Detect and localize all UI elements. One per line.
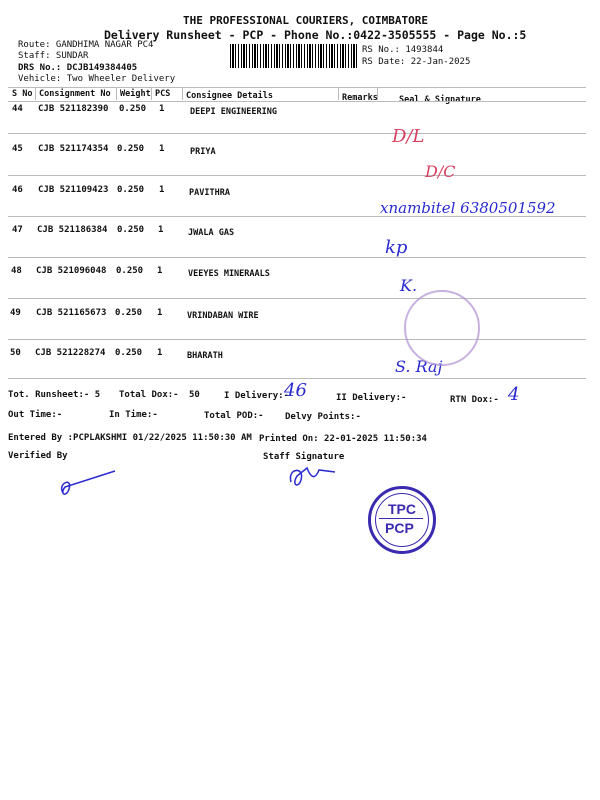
row-pcs: 1	[158, 225, 164, 235]
col-sno: S No	[12, 89, 33, 99]
company-stamp	[368, 486, 436, 554]
row-consignee: VEEYES MINERAALS	[188, 269, 270, 279]
row-weight: 0.250	[117, 144, 145, 154]
row-consignment: CJB 521165673	[36, 308, 107, 318]
col-seal: Seal & Signature	[399, 95, 481, 105]
handwritten-signature-48: K.	[400, 276, 418, 295]
ii-delivery-label: II Delivery:-	[336, 393, 407, 403]
row-sno: 44	[12, 104, 23, 114]
verifier-signature	[55, 465, 125, 505]
col-divider	[116, 88, 117, 100]
vehicle-label: Vehicle: Two Wheeler Delivery	[18, 74, 176, 84]
faint-stamp	[404, 290, 480, 366]
runsheet-subtitle: Delivery Runsheet - PCP - Phone No.:0422-3505555 - Page No.:5	[104, 28, 527, 42]
row-sno: 49	[10, 308, 21, 318]
col-weight: Weight	[120, 89, 151, 99]
table-header-rule	[8, 101, 586, 102]
row-sno: 50	[10, 348, 21, 358]
rtn-dox-value: 4	[508, 384, 520, 405]
tot-runsheet: Tot. Runsheet:- 5	[8, 390, 101, 400]
handwritten-phone: xnambitel 6380501592	[380, 199, 556, 217]
row-consignment: CJB 521096048	[36, 266, 107, 276]
verified-by: Verified By	[8, 451, 68, 461]
col-divider	[182, 88, 183, 100]
in-time: In Time:-	[109, 410, 158, 420]
i-delivery-label: I Delivery:-	[224, 391, 290, 401]
row-pcs: 1	[157, 348, 163, 358]
i-delivery-value: 46	[284, 380, 307, 401]
stamp-divider	[379, 518, 423, 519]
col-consignee: Consignee Details	[186, 91, 273, 101]
total-dox-value: 50	[189, 390, 200, 400]
row-sno: 48	[11, 266, 22, 276]
delvy-points: Delvy Points:-	[285, 412, 361, 422]
row-rule	[8, 339, 586, 340]
row-weight: 0.250	[115, 348, 143, 358]
entered-by: Entered By :PCPLAKSHMI 01/22/2025 11:50:30 AM	[8, 433, 252, 443]
table-bottom-rule	[8, 378, 586, 379]
col-remarks: Remarks	[342, 93, 378, 103]
row-weight: 0.250	[116, 266, 144, 276]
col-divider	[35, 88, 36, 100]
row-sno: 46	[12, 185, 23, 195]
row-consignment: CJB 521186384	[37, 225, 108, 235]
stamp-line1: TPC	[388, 501, 416, 517]
rs-number: RS No.: 1493844	[362, 45, 444, 55]
row-consignment: CJB 521228274	[35, 348, 106, 358]
row-pcs: 1	[157, 266, 163, 276]
row-pcs: 1	[159, 104, 165, 114]
row-pcs: 1	[159, 144, 165, 154]
staff-signature-label: Staff Signature	[263, 452, 345, 462]
rtn-dox-label: RTN Dox:-	[450, 395, 499, 405]
row-rule	[8, 298, 586, 299]
drs-number: DRS No.: DCJB149384405	[18, 63, 138, 73]
row-weight: 0.250	[119, 104, 147, 114]
total-pod: Total POD:-	[204, 411, 264, 421]
staff-signature	[285, 458, 345, 493]
row-pcs: 1	[159, 185, 165, 195]
col-pcs: PCS	[155, 89, 171, 99]
row-consignment: CJB 521174354	[38, 144, 109, 154]
table-top-rule	[8, 87, 586, 88]
barcode	[230, 44, 358, 68]
row-weight: 0.250	[115, 308, 143, 318]
row-consignment: CJB 521182390	[38, 104, 109, 114]
row-weight: 0.250	[117, 185, 145, 195]
handwritten-dl: D/L	[392, 126, 425, 147]
total-dox-label: Total Dox:-	[119, 390, 179, 400]
stamp-line2: PCP	[385, 520, 414, 536]
handwritten-signature-50: S. Raj	[395, 357, 443, 376]
col-divider	[338, 88, 339, 100]
printed-on: Printed On: 22-01-2025 11:50:34	[259, 434, 427, 444]
col-divider	[377, 88, 378, 100]
out-time: Out Time:-	[8, 410, 63, 420]
row-consignee: PAVITHRA	[189, 188, 230, 198]
handwritten-dc: D/C	[425, 162, 456, 181]
row-rule	[8, 133, 586, 134]
row-consignment: CJB 521109423	[38, 185, 109, 195]
row-sno: 47	[12, 225, 23, 235]
row-consignee: DEEPI ENGINEERING	[190, 107, 277, 117]
row-consignee: BHARATH	[187, 351, 223, 361]
row-weight: 0.250	[117, 225, 145, 235]
row-consignee: PRIYA	[190, 147, 216, 157]
row-sno: 45	[12, 144, 23, 154]
row-pcs: 1	[157, 308, 163, 318]
company-name: THE PROFESSIONAL COURIERS, COIMBATORE	[183, 14, 429, 27]
row-consignee: JWALA GAS	[188, 228, 235, 238]
col-consignment: Consignment No	[39, 89, 111, 99]
col-divider	[151, 88, 152, 100]
row-rule	[8, 257, 586, 258]
row-consignee: VRINDABAN WIRE	[187, 311, 259, 321]
handwritten-signature-47: kp	[385, 237, 408, 258]
staff-label: Staff: SUNDAR	[18, 51, 89, 61]
rs-date: RS Date: 22-Jan-2025	[362, 57, 471, 67]
row-rule	[8, 175, 586, 176]
route-label: Route: GANDHIMA NAGAR PC4	[18, 40, 154, 50]
